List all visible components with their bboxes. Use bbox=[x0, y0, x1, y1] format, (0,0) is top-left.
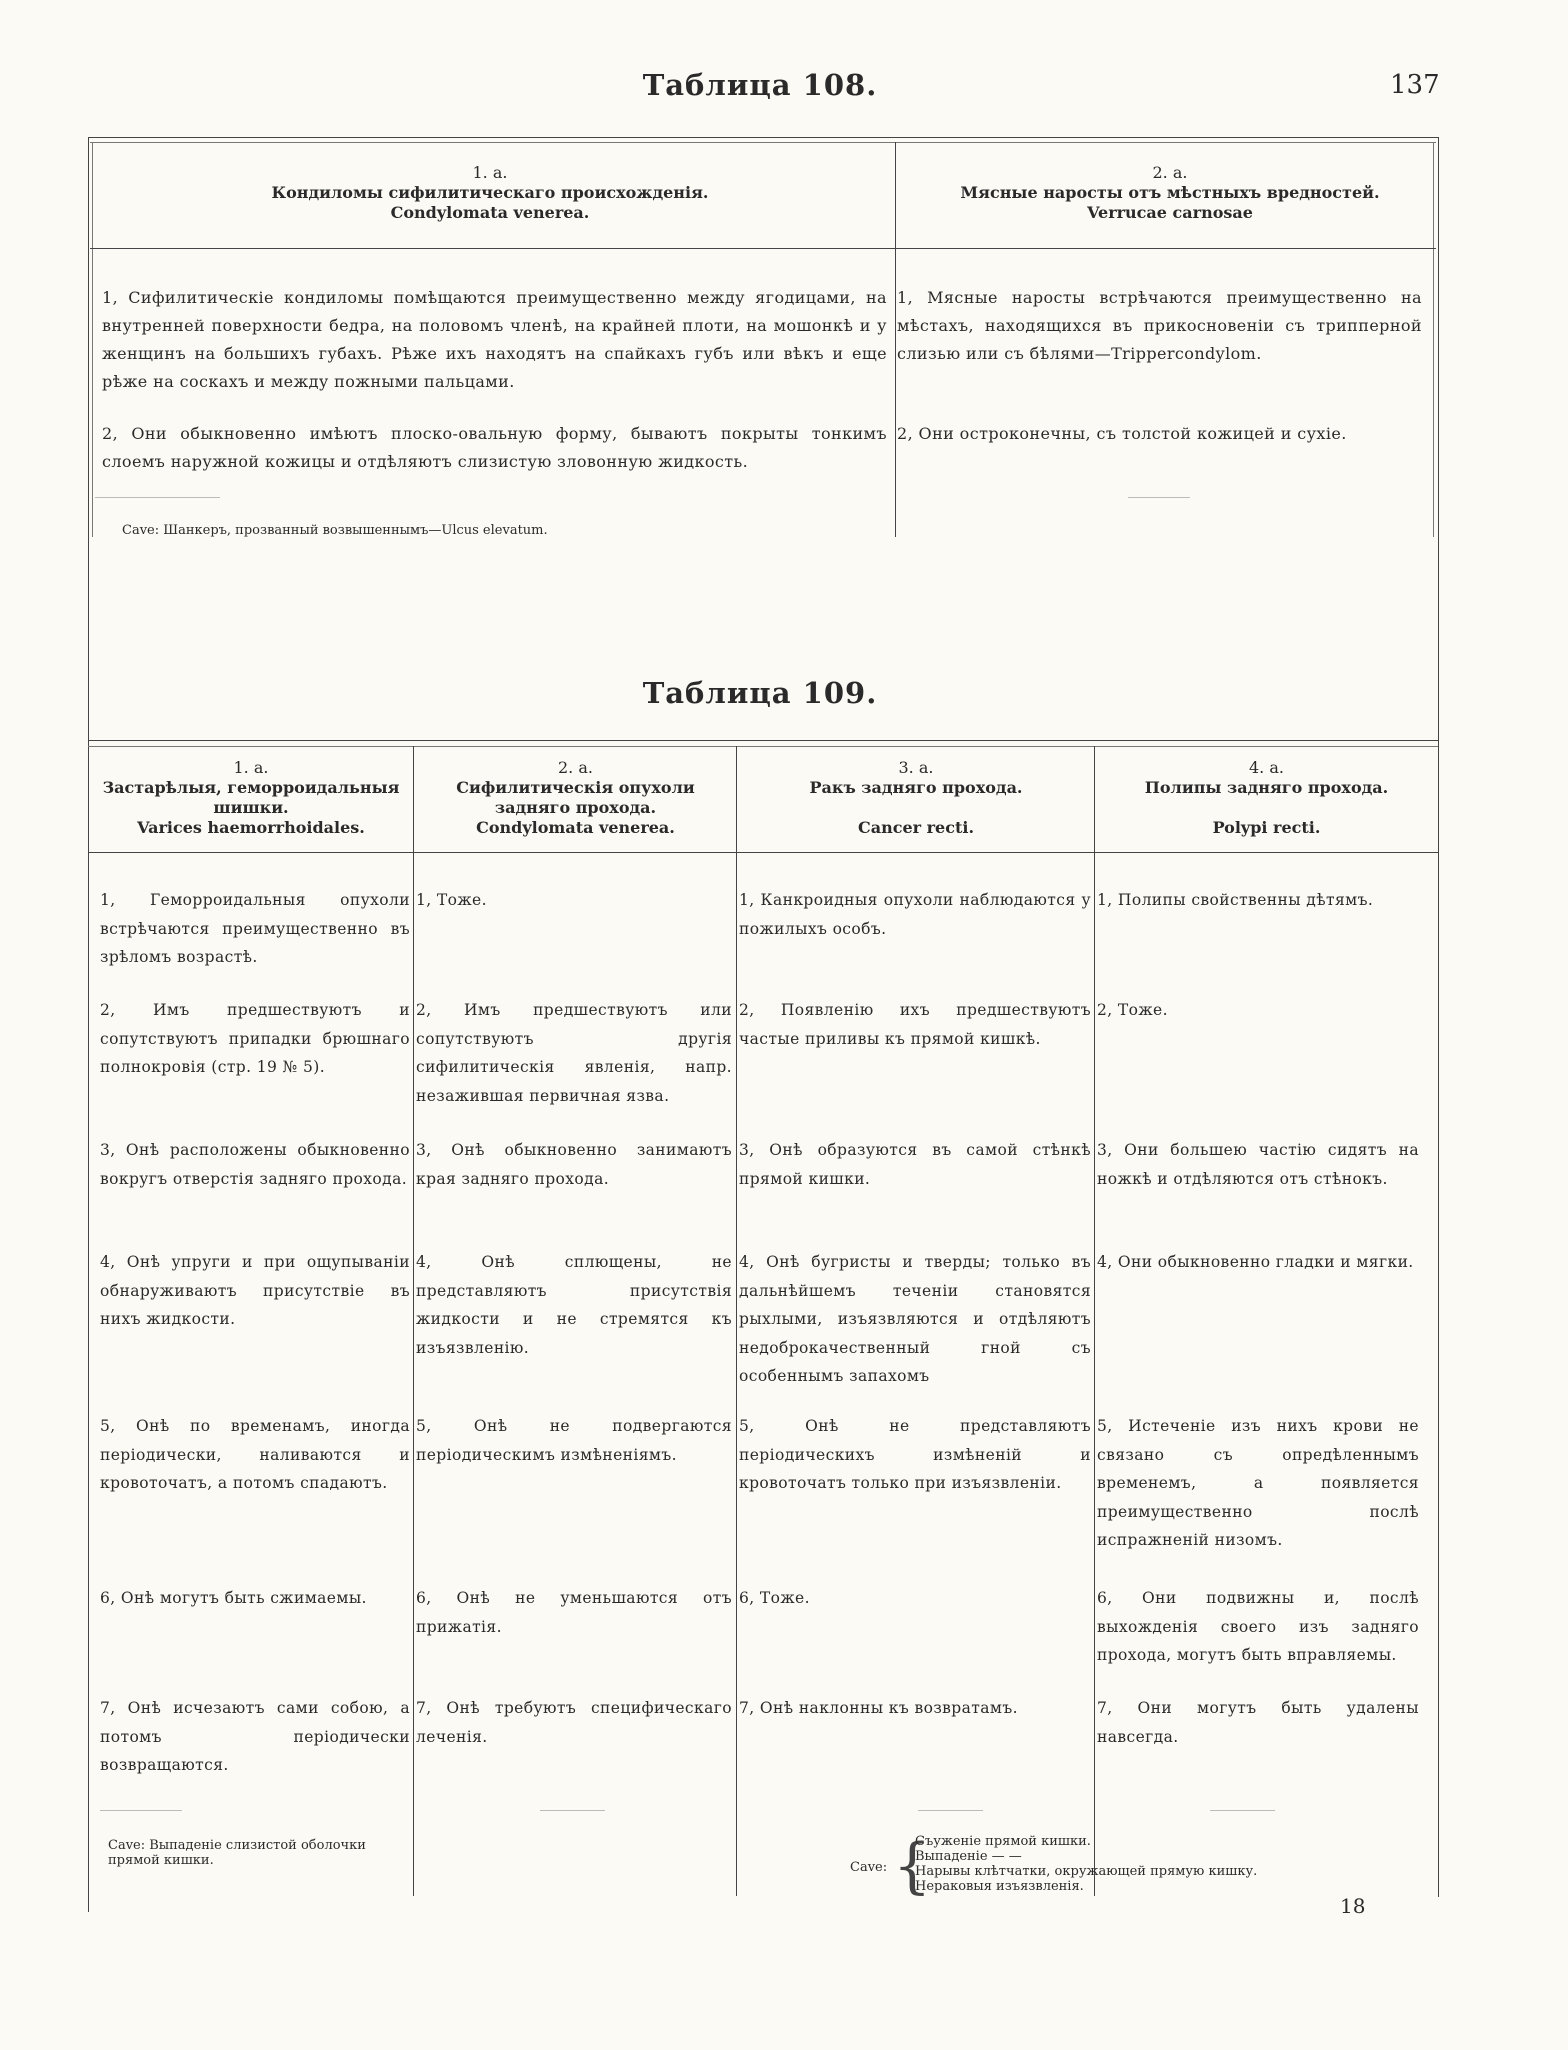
t109-col4-item-4: 4, Они обыкновенно гладки и мягки. bbox=[1097, 1253, 1414, 1271]
t108-col2-number: 2. а. bbox=[1152, 163, 1188, 182]
page-number: 137 bbox=[1390, 70, 1440, 100]
t108-col2-item-2: 2, Они остроконечны, съ толстой кожицей и сухіе. bbox=[897, 424, 1347, 443]
t109-col2-item-3: 3, Онѣ обыкновенно занимаютъ края задняго прохода. bbox=[416, 1141, 732, 1188]
t109-col1-item-3: 3, Онѣ расположены обыкновенно вокругъ отверстія задняго прохода. bbox=[100, 1141, 410, 1188]
cave-list-item: Нарывы клѣтчатки, окружающей прямую кишку. bbox=[915, 1864, 1258, 1879]
t109-col2-header bbox=[418, 758, 733, 838]
t109-col1-cave: Cave: Выпаденіе слизистой оболочки прямой кишки. bbox=[108, 1838, 366, 1868]
t109-col3-cave-label: Cave: bbox=[850, 1860, 888, 1875]
footer-number: 18 bbox=[1340, 1894, 1366, 1918]
t109-col2-item-1: 1, Тоже. bbox=[416, 891, 487, 909]
cave-list-item: Выпаденіе — — bbox=[915, 1849, 1022, 1864]
t109-col4-item-1: 1, Полипы свойственны дѣтямъ. bbox=[1097, 891, 1374, 909]
t109-col3-cave-list bbox=[915, 1834, 1355, 1894]
t108-col1-name-ru: Кондиломы сифилитическаго происхожденія. bbox=[271, 183, 709, 202]
t108-col2-header bbox=[905, 163, 1435, 223]
t109-col1-item-6: 6, Онѣ могутъ быть сжимаемы. bbox=[100, 1589, 367, 1607]
t108-col1-number: 1. а. bbox=[472, 163, 508, 182]
t109-col4-item-2: 2, Тоже. bbox=[1097, 1001, 1168, 1019]
t109-col3-name-ru: Ракъ задняго прохода. bbox=[809, 778, 1023, 797]
t109-col2-item-4: 4, Онѣ сплющены, не представляютъ присутствія жидкости и не стремятся къ изъязвленію. bbox=[416, 1253, 732, 1357]
t109-col4-name-lat: Polypi recti. bbox=[1212, 818, 1321, 837]
t109-col1-item-5: 5, Онѣ по временамъ, иногда періодически, наливаются и кровоточатъ, а потомъ спадаютъ. bbox=[100, 1417, 410, 1492]
t108-col2-name-ru: Мясные наросты отъ мѣстныхъ вредностей. bbox=[960, 183, 1380, 202]
t109-col3-item-4: 4, Онѣ бугристы и тверды; только въ дальнѣйшемъ теченіи становятся рыхлыми, изъязвляются и отдѣляютъ недоброкачественный гной съ особеннымъ запахомъ bbox=[739, 1253, 1091, 1385]
t109-col1-header bbox=[92, 758, 410, 838]
t109-col2-item-2: 2, Имъ предшествуютъ или сопутствуютъ другія сифилитическія явленія, напр. незажившая первичная язва. bbox=[416, 1001, 732, 1105]
t109-col3-item-5: 5, Онѣ не представляютъ періодическихъ измѣненій и кровоточатъ только при изъязвленіи. bbox=[739, 1417, 1091, 1492]
t109-col4-item-5: 5, Истеченіе изъ нихъ крови не связано съ опредѣленнымъ временемъ, а появляется преимущественно послѣ испражненій низомъ. bbox=[1097, 1417, 1419, 1549]
t108-col1-name-lat: Condylomata venerea. bbox=[390, 203, 590, 222]
cave-list-item: Нераковыя изъязвленія. bbox=[915, 1879, 1084, 1894]
t108-col2-item-1: 1, Мясные наросты встрѣчаются преимущественно на мѣстахъ, находящихся въ прикосновеніи съ трипперной слизью или съ бѣлями—Trippercondylom. bbox=[897, 288, 1422, 363]
t108-col1-header bbox=[200, 163, 780, 223]
t109-col1-name-lat: Varices haemorrhoidales. bbox=[137, 818, 365, 837]
t109-col2-name-ru: Сифилитическія опухоли задняго прохода. bbox=[456, 778, 695, 817]
t109-col1-item-1: 1, Геморроидальныя опухоли встрѣчаются преимущественно въ зрѣломъ возрастѣ. bbox=[100, 891, 410, 966]
t109-col1-item-7: 7, Онѣ исчезаютъ сами собою, а потомъ періодически возвращаются. bbox=[100, 1699, 410, 1774]
t109-col3-item-2: 2, Появленію ихъ предшествуютъ частые приливы къ прямой кишкѣ. bbox=[739, 1001, 1091, 1048]
t108-col1-item-1: 1, Сифилитическіе кондиломы помѣщаются преимущественно между ягодицами, на внутренней поверхности бедра, на половомъ членѣ, на крайней плоти, на мошонкѣ и у женщинъ на большихъ губахъ. Рѣже ихъ находятъ на спайкахъ губъ или вѣкъ и еще рѣже на соскахъ и между пожными пальцами. bbox=[102, 288, 887, 391]
t109-col4-item-6: 6, Они подвижны и, послѣ выхожденія своего изъ задняго прохода, могутъ быть вправляемы. bbox=[1097, 1589, 1419, 1664]
t109-col2-name-lat: Condylomata venerea. bbox=[476, 818, 675, 837]
t109-col1-item-4: 4, Онѣ упруги и при ощупываніи обнаруживаютъ присутствіе въ нихъ жидкости. bbox=[100, 1253, 410, 1328]
t109-col2-number: 2. а. bbox=[558, 758, 593, 777]
t109-col1-number: 1. а. bbox=[233, 758, 269, 777]
t109-col3-item-3: 3, Онѣ образуются въ самой стѣнкѣ прямой кишки. bbox=[739, 1141, 1091, 1188]
table-108-title: Таблица 108. bbox=[642, 68, 878, 102]
t109-col4-item-7: 7, Они могутъ быть удалены навсегда. bbox=[1097, 1699, 1419, 1746]
t109-col2-item-6: 6, Онѣ не уменьшаются отъ прижатія. bbox=[416, 1589, 732, 1636]
t109-col2-item-5: 5, Онѣ не подвергаются періодическимъ измѣненіямъ. bbox=[416, 1417, 732, 1464]
t109-col3-item-7: 7, Онѣ наклонны къ возвратамъ. bbox=[739, 1699, 1018, 1717]
t109-col1-item-2: 2, Имъ предшествуютъ и сопутствуютъ припадки брюшнаго полнокровія (стр. 19 № 5). bbox=[100, 1001, 410, 1076]
t109-col3-item-1: 1, Канкроидныя опухоли наблюдаются у пожилыхъ особъ. bbox=[739, 891, 1091, 938]
t109-col3-name-lat: Cancer recti. bbox=[857, 818, 975, 837]
t109-col2-item-7: 7, Онѣ требуютъ специфическаго леченія. bbox=[416, 1699, 732, 1746]
t109-col4-name-ru: Полипы задняго прохода. bbox=[1144, 778, 1389, 797]
t109-col1-name-ru: Застарѣлыя, геморроидальныя шишки. bbox=[102, 778, 400, 817]
t109-col4-item-3: 3, Они большею частію сидятъ на ножкѣ и отдѣляются отъ стѣнокъ. bbox=[1097, 1141, 1419, 1188]
t109-col3-number: 3. а. bbox=[898, 758, 934, 777]
t109-col4-header bbox=[1099, 758, 1434, 838]
table-109-title: Таблица 109. bbox=[642, 676, 878, 710]
t109-col3-header bbox=[741, 758, 1091, 838]
t108-col2-name-lat: Verrucae carnosae bbox=[1087, 203, 1253, 222]
t109-col3-item-6: 6, Тоже. bbox=[739, 1589, 810, 1607]
t108-col1-cave: Cave: Шанкеръ, прозванный возвышеннымъ—Ulcus elevatum. bbox=[122, 523, 548, 538]
t108-col1-item-2: 2, Они обыкновенно имѣютъ плоско-овальную форму, бываютъ покрыты тонкимъ слоемъ наружной кожицы и отдѣляютъ слизистую зловонную жидкость. bbox=[102, 424, 887, 471]
t109-col4-number: 4. а. bbox=[1249, 758, 1284, 777]
brace-icon: { bbox=[893, 1831, 932, 1901]
cave-list-item: Съуженіе прямой кишки. bbox=[915, 1834, 1091, 1849]
